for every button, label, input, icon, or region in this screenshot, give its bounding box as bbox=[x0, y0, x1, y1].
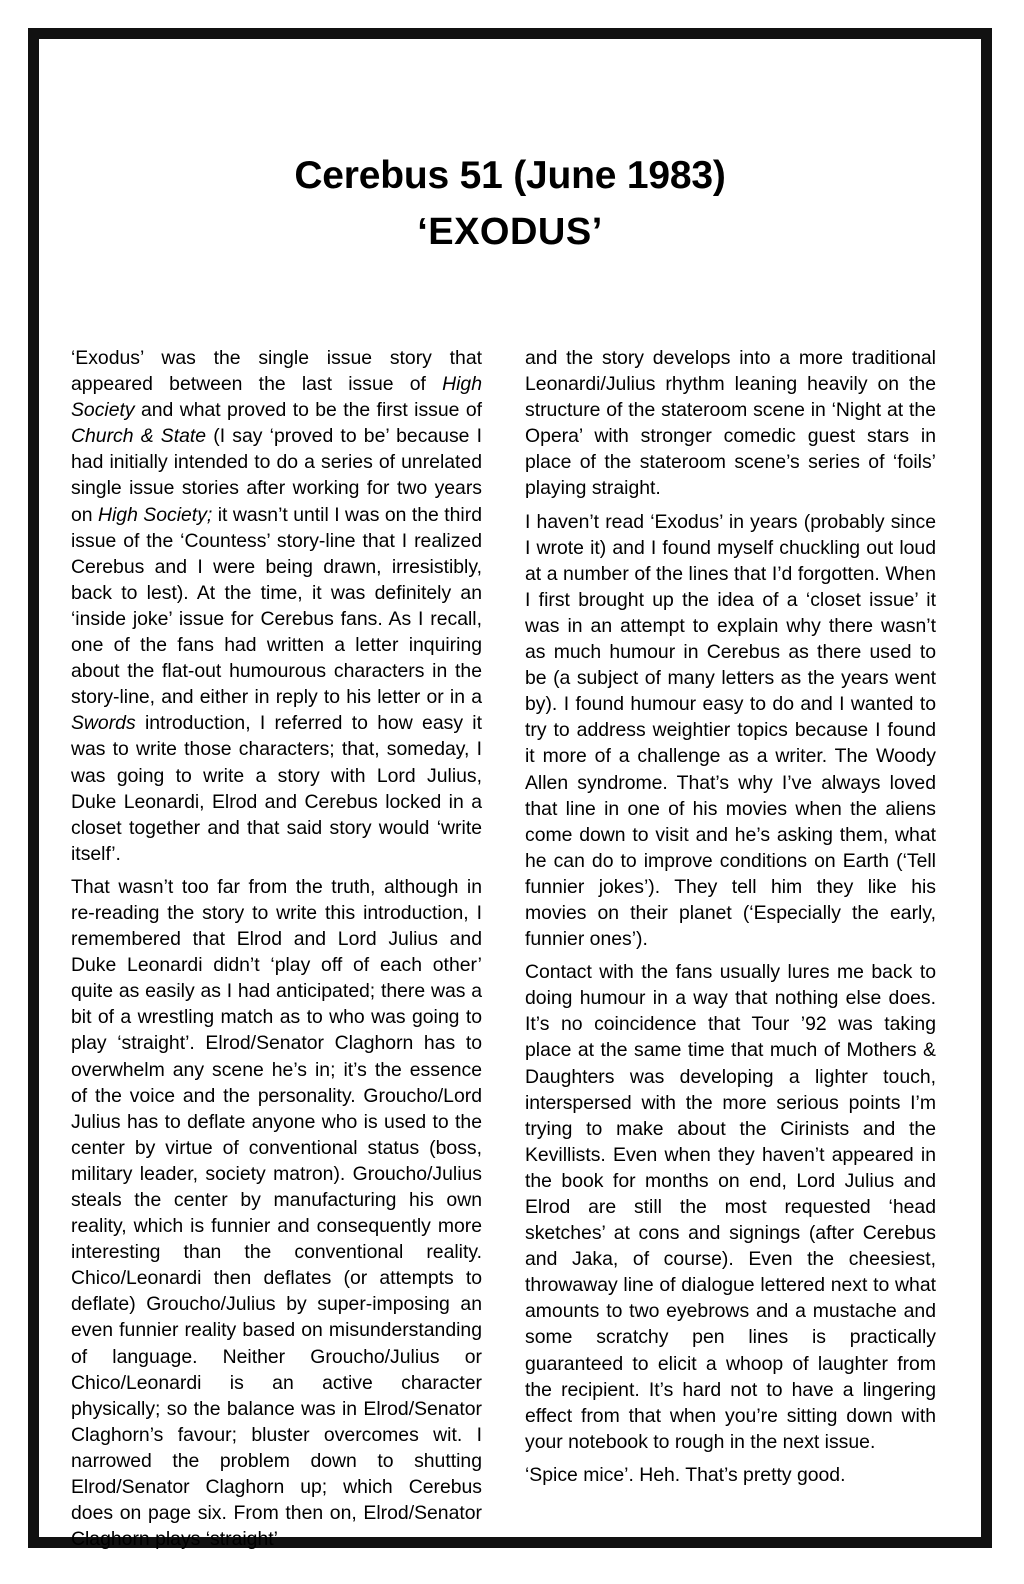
page-border-frame bbox=[28, 28, 992, 1551]
paragraph: ‘Spice mice’. Heh. That’s pretty good. bbox=[525, 1463, 846, 1486]
paragraph: and the story develops into a more traditional Leonardi/Julius rhythm leaning heavily on the structure of the stateroom scene in ‘Night at the Opera’ with stronger comedic guest stars in place of the stateroom scene’s series of ‘foils’ playing straight. bbox=[525, 347, 936, 500]
page-title: Cerebus 51 (June 1983) bbox=[294, 154, 726, 197]
page-content-area bbox=[39, 39, 981, 1551]
page-subtitle: ‘EXODUS’ bbox=[417, 211, 603, 253]
paragraph: Contact with the fans usually lures me back to doing humour in a way that nothing else does. It’s no coincidence that Tour ’92 was taking place at the same time that much of Mothers & Daughters was developing a lighter touch, interspersed with the more serious points I’m trying to make about the Cirinists and the Kevillists. Even when they haven’t appeared in the book for months on end, Lord Julius and Elrod are still the most requested ‘head sketches’ at cons and signings (after Cerebus and Jaka, of course). Even the cheesiest, throwaway line of dialogue lettered next to what amounts to two eyebrows and a mustache and some scratchy pen lines is practically guaranteed to elicit a whoop of laughter from the recipient. It’s hard not to have a lingering effect from that when you’re sitting down with your notebook to rough in the next issue. bbox=[525, 961, 936, 1453]
title-block bbox=[39, 151, 981, 257]
left-column bbox=[71, 345, 482, 1552]
right-column bbox=[525, 345, 936, 1552]
paragraph: That wasn’t too far from the truth, although in re-reading the story to write this introduction, I remembered that Elrod and Lord Julius and Duke Leonardi didn’t ‘play off of each other’ quite as easily as I had anticipated; there was a bit of a wrestling match as to who was going to play ‘straight’. Elrod/Senator Claghorn has to overwhelm any scene he’s in; it’s the essence of the voice and the personality. Groucho/Lord Julius has to deflate anyone who is used to the center by virtue of conventional status (boss, military leader, society matron). Groucho/Julius steals the center by manufacturing his own reality, which is funnier and consequently more interesting than the conventional reality. Chico/Leonardi then deflates (or attempts to deflate) Groucho/Julius by super-imposing an even funnier reality based on misunderstanding of language. Neither Groucho/Julius or Chico/Leonardi is an active character physically; so the balance was in Elrod/Senator Claghorn’s favour; bluster overcomes wit. I narrowed the problem down to shutting Elrod/Senator Claghorn up; which Cerebus does on page six. From then on, Elrod/Senator Claghorn plays ‘straight’ bbox=[71, 875, 482, 1551]
body-columns bbox=[71, 345, 937, 1552]
paragraph: I haven’t read ‘Exodus’ in years (probably since I wrote it) and I found myself chuckling out loud at a number of the lines that I’d forgotten. When I first brought up the idea of a ‘closet issue’ it was in an attempt to explain why there wasn’t as much humour in Cerebus as there used to be (a subject of many letters as the years went by). I found humour easy to do and I wanted to try to address weightier topics because I found it more of a challenge as a writer. The Woody Allen syndrome. That’s why I’ve always loved that line in one of his movies when the aliens come down to visit and he’s asking them, what he can do to improve conditions on Earth (‘Tell funnier jokes’). They tell him they like his movies on their planet (‘Especially the early, funnier ones’). bbox=[525, 510, 936, 951]
paragraph: ‘Exodus’ was the single issue story that appeared between the last issue of High Society and what proved to be the first issue of Church & State (I say ‘proved to be’ because I had initially intended to do a series of unrelated single issue stories after working for two years on High Society; it wasn’t until I was on the third issue of the ‘Countess’ story-line that I realized Cerebus and I were being drawn, irresistibly, back to lest). At the time, it was definitely an ‘inside joke’ issue for Cerebus fans. As I recall, one of the fans had written a letter inquiring about the flat-out humourous characters in the story-line, and either in reply to his letter or in a Swords introduction, I referred to how easy it was to write those characters; that, someday, I was going to write a story with Lord Julius, Duke Leonardi, Elrod and Cerebus locked in a closet together and that said story would ‘write itself’. bbox=[71, 347, 483, 865]
